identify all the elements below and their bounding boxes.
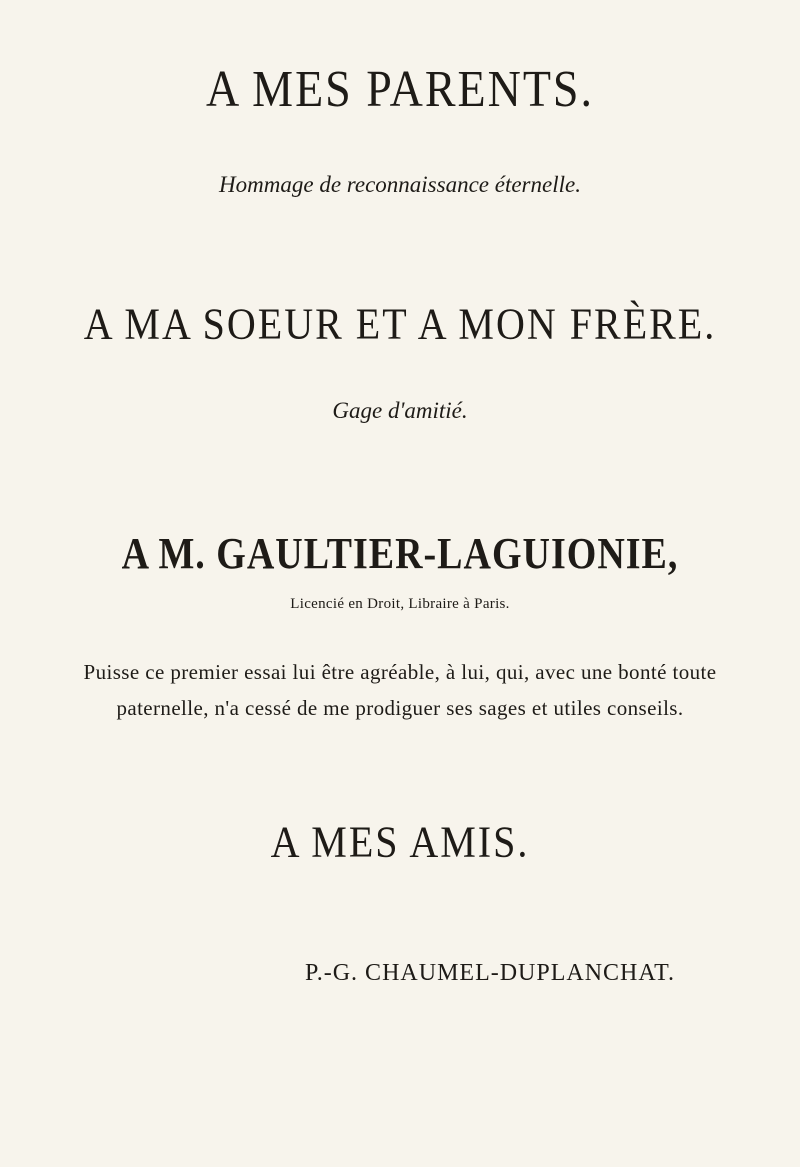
author-signature: P.-G. CHAUMEL-DUPLANCHAT. bbox=[305, 960, 675, 986]
dedication-paragraph-line-2: paternelle, n'a cessé de me prodiguer ses sages et utiles conseils. bbox=[116, 696, 684, 720]
dedication-paragraph-line-1: Puisse ce premier essai lui être agréable, à lui, qui, avec une bonté toute bbox=[83, 660, 717, 684]
dedication-parents-heading: A MES PARENTS. bbox=[205, 59, 595, 118]
dedication-parents-subtitle: Hommage de reconnaissance éternelle. bbox=[219, 172, 581, 197]
dedication-friends-heading: A MES AMIS. bbox=[270, 816, 530, 867]
dedication-siblings-heading: A MA SOEUR ET A MON FRÈRE. bbox=[83, 298, 717, 349]
dedication-siblings-subtitle: Gage d'amitié. bbox=[332, 398, 468, 423]
dedication-mentor-subtitle: Licencié en Droit, Libraire à Paris. bbox=[290, 596, 510, 612]
dedication-mentor-heading: A M. GAULTIER-LAGUIONIE, bbox=[121, 529, 679, 579]
